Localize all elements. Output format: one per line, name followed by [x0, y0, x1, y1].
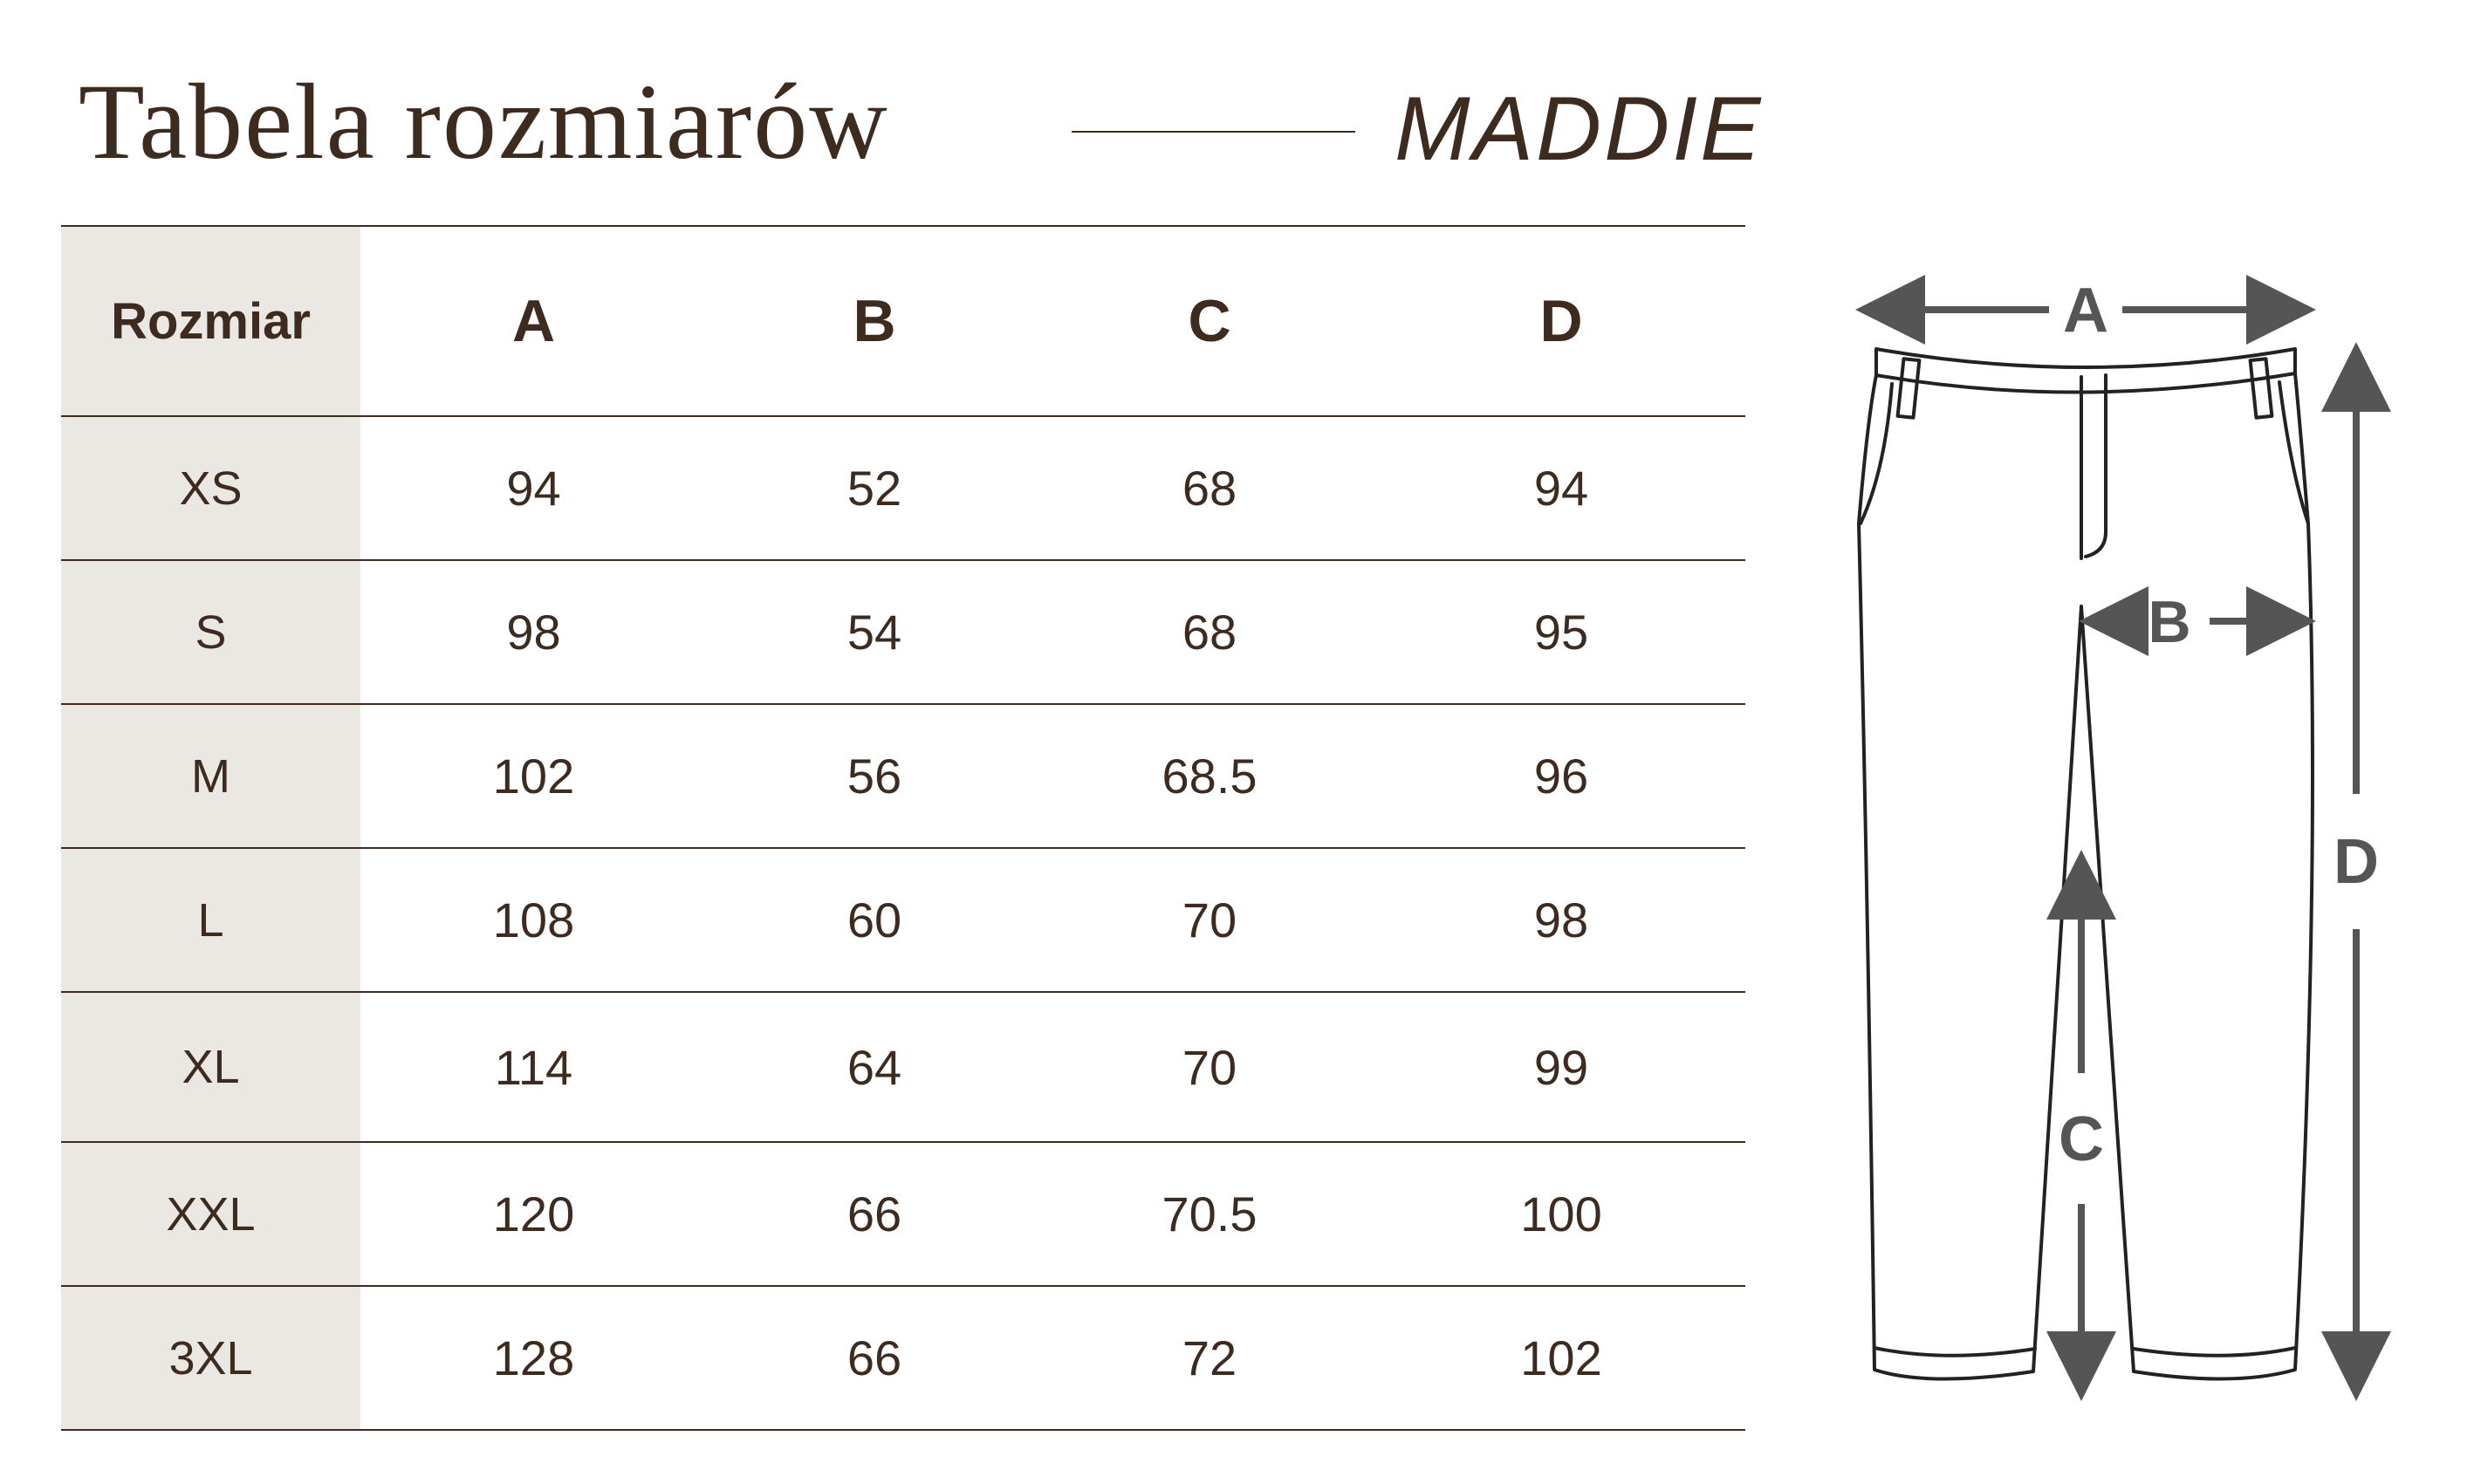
- header-d: D: [1377, 226, 1745, 416]
- trousers-measurement-diagram: [1833, 262, 2443, 1422]
- header-size: Rozmiar: [61, 226, 360, 416]
- table-row: [61, 1142, 1745, 1286]
- cell-c: 70: [1042, 992, 1377, 1142]
- cell-d: 99: [1377, 992, 1745, 1142]
- header-b: B: [707, 226, 1042, 416]
- cell-size: XXL: [61, 1142, 360, 1286]
- size-table: [61, 225, 1745, 1431]
- brand-name: MADDIE: [1395, 79, 1764, 180]
- measure-d-label: D: [2334, 827, 2379, 897]
- table-row: [61, 848, 1745, 992]
- cell-size: M: [61, 704, 360, 848]
- cell-d: 94: [1377, 416, 1745, 560]
- measure-c-label: C: [2059, 1104, 2104, 1174]
- cell-b: 66: [707, 1142, 1042, 1286]
- table-row: [61, 560, 1745, 704]
- header-c: C: [1042, 226, 1377, 416]
- cell-d: 98: [1377, 848, 1745, 992]
- cell-size: L: [61, 848, 360, 992]
- table-row: [61, 704, 1745, 848]
- cell-a: 98: [360, 560, 707, 704]
- cell-b: 60: [707, 848, 1042, 992]
- cell-d: 95: [1377, 560, 1745, 704]
- cell-c: 68.5: [1042, 704, 1377, 848]
- cell-c: 68: [1042, 416, 1377, 560]
- cell-c: 72: [1042, 1286, 1377, 1430]
- table-row: [61, 416, 1745, 560]
- table-row: [61, 1286, 1745, 1430]
- page-title: Tabela rozmiarów: [79, 62, 889, 181]
- cell-b: 52: [707, 416, 1042, 560]
- cell-d: 100: [1377, 1142, 1745, 1286]
- cell-b: 54: [707, 560, 1042, 704]
- cell-c: 70.5: [1042, 1142, 1377, 1286]
- cell-c: 70: [1042, 848, 1377, 992]
- cell-size: 3XL: [61, 1286, 360, 1430]
- cell-b: 66: [707, 1286, 1042, 1430]
- title-divider: [1072, 131, 1355, 133]
- cell-a: 114: [360, 992, 707, 1142]
- cell-b: 64: [707, 992, 1042, 1142]
- cell-a: 94: [360, 416, 707, 560]
- cell-a: 102: [360, 704, 707, 848]
- cell-size: XL: [61, 992, 360, 1142]
- measure-b-label: B: [2148, 589, 2191, 655]
- cell-size: XS: [61, 416, 360, 560]
- trousers-icon: [1859, 349, 2313, 1379]
- table-row: [61, 992, 1745, 1142]
- cell-d: 96: [1377, 704, 1745, 848]
- cell-a: 120: [360, 1142, 707, 1286]
- cell-a: 108: [360, 848, 707, 992]
- table-header-row: [61, 226, 1745, 416]
- cell-b: 56: [707, 704, 1042, 848]
- measure-a-label: A: [2063, 276, 2108, 345]
- cell-d: 102: [1377, 1286, 1745, 1430]
- cell-size: S: [61, 560, 360, 704]
- header-a: A: [360, 226, 707, 416]
- cell-a: 128: [360, 1286, 707, 1430]
- cell-c: 68: [1042, 560, 1377, 704]
